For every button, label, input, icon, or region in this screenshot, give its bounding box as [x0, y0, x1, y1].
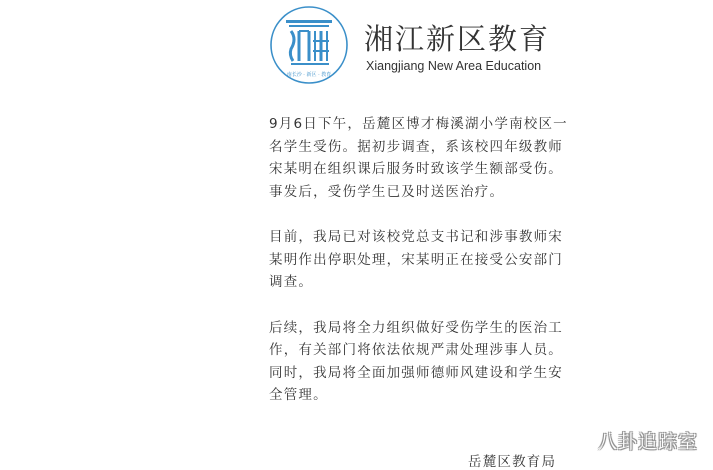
text-line: 同时，我局将全面加强师德师风建设和学生安	[269, 364, 563, 381]
text-line: 全管理。	[269, 387, 328, 403]
text-line: 作，有关部门将依法依规严肃处理涉事人员。	[269, 342, 563, 358]
statement-body	[269, 113, 604, 430]
paragraph-followup	[269, 317, 604, 407]
text-line: 宋某明在组织课后服务时致该学生额部受伤。	[269, 161, 563, 177]
watermark: 八卦追踪室	[598, 431, 699, 453]
text-line: 某明作出停职处理，宋某明正在接受公安部门	[269, 251, 563, 268]
text-line: 名学生受伤。据初步调查，系该校四年级教师	[269, 138, 563, 155]
paragraph-measures	[269, 226, 604, 294]
text-line: 目前，我局已对该校党总支书记和涉事教师宋	[269, 229, 563, 245]
signature: 岳麓区教育局	[468, 454, 557, 470]
text-line: 9月6日下午，岳麓区博才梅溪湖小学南校区一	[269, 116, 568, 132]
brand-subtitle: Xiangjiang New Area Education	[366, 59, 542, 73]
text-line: 调查。	[269, 274, 314, 290]
logo	[269, 5, 349, 85]
logo-inner-text: 南长沙 · 新区 · 教育	[286, 72, 332, 78]
logo-emblem-icon	[269, 5, 349, 85]
text-line: 事发后，受伤学生已及时送医治疗。	[269, 183, 505, 200]
text-line: 后续，我局将全力组织做好受伤学生的医治工	[269, 319, 563, 336]
brand-title: 湘江新区教育	[364, 22, 551, 56]
paragraph-incident	[269, 113, 604, 203]
